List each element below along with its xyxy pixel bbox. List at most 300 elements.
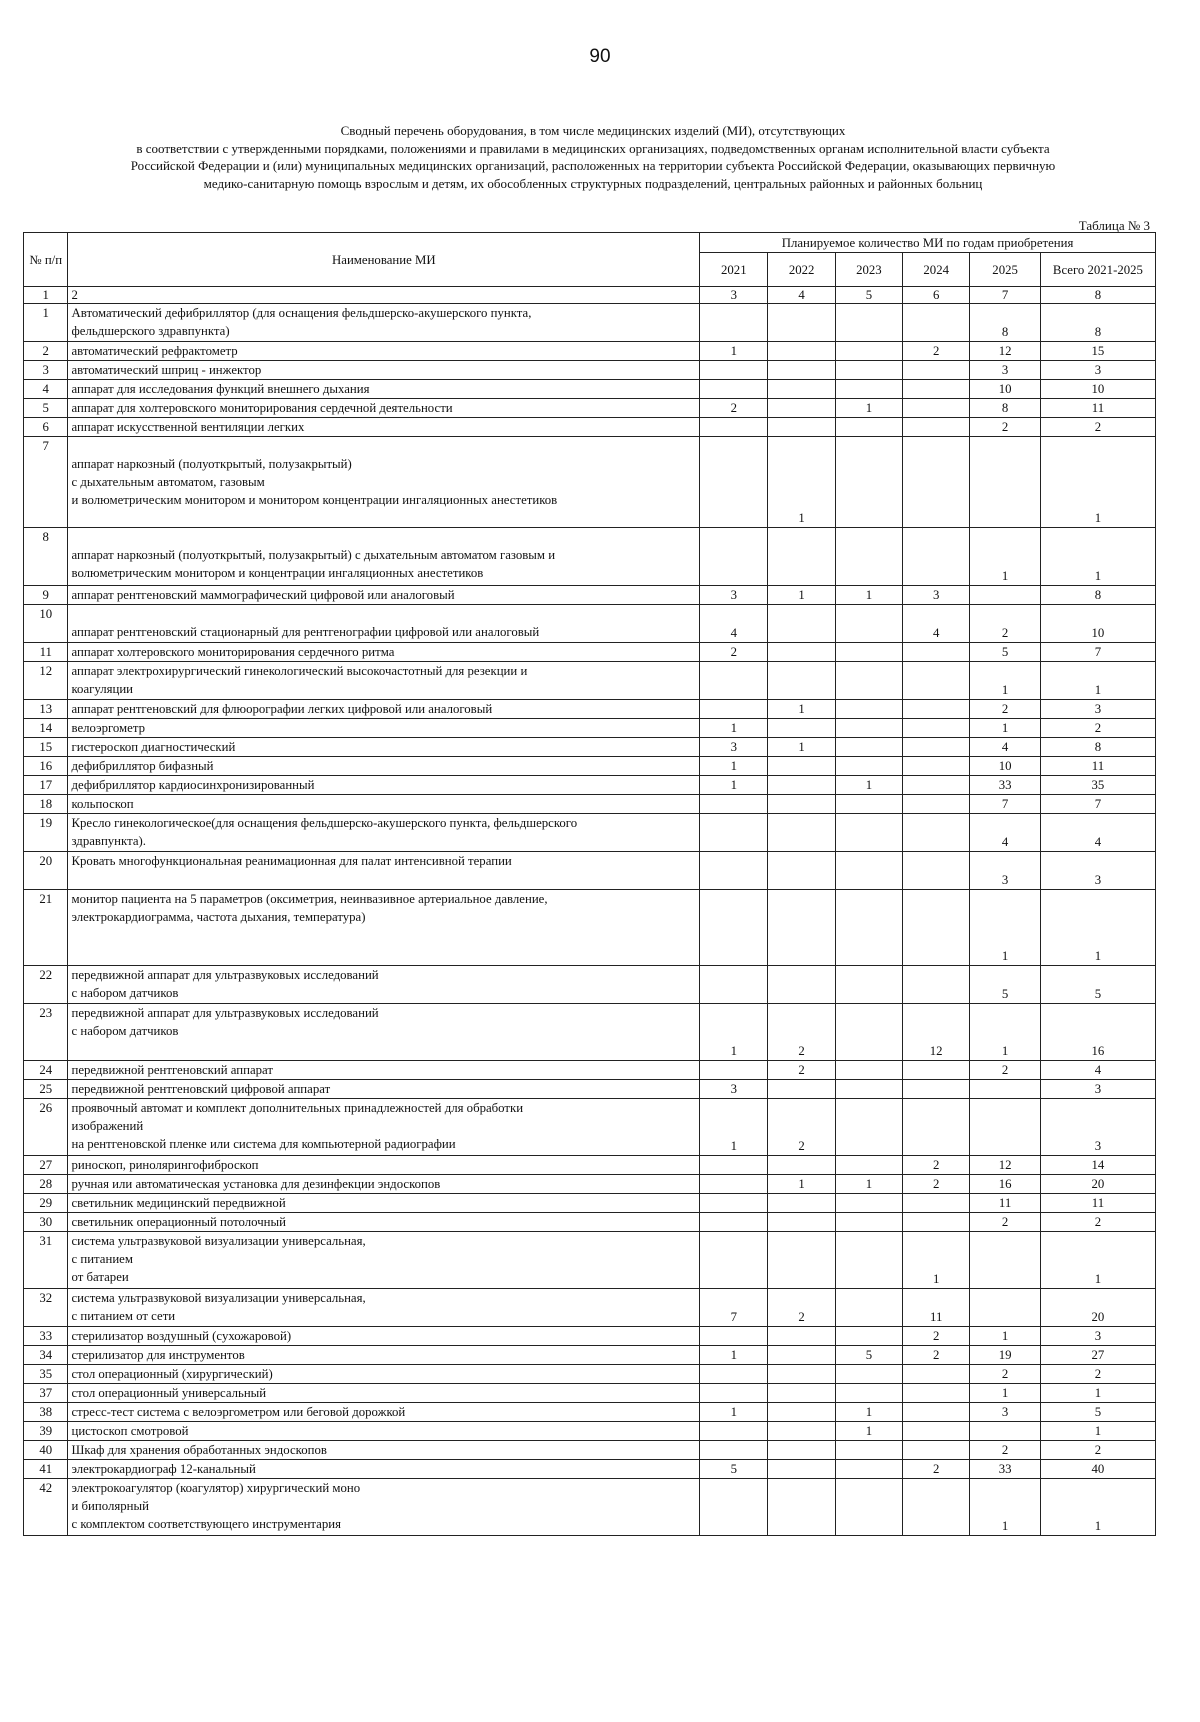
year-cell	[768, 380, 835, 399]
year-cell: 2	[970, 1441, 1041, 1460]
table-row	[24, 700, 1156, 719]
total-cell: 11	[1040, 1194, 1155, 1213]
equipment-name	[68, 418, 700, 437]
row-number: 5	[24, 399, 68, 418]
column-header-year: 2021	[700, 253, 768, 287]
equipment-name	[68, 852, 700, 890]
table-row	[24, 1156, 1156, 1175]
total-cell: 14	[1040, 1156, 1155, 1175]
equipment-name-line: автоматический шприц - инжектор	[71, 363, 262, 377]
equipment-name	[68, 719, 700, 738]
equipment-name-line: дефибриллятор кардиосинхронизированный	[71, 778, 315, 792]
year-cell	[700, 380, 768, 399]
year-cell	[768, 1403, 835, 1422]
year-cell	[835, 662, 902, 700]
equipment-name-line: здравпункта).	[71, 834, 146, 848]
equipment-name-line: велоэргометр	[71, 721, 145, 735]
year-cell	[835, 738, 902, 757]
equipment-name-line: от батареи	[71, 1270, 129, 1284]
equipment-name-line: коагуляции	[71, 682, 134, 696]
row-number: 20	[24, 852, 68, 890]
table-row	[24, 814, 1156, 852]
table-row	[24, 776, 1156, 795]
equipment-name-line: передвижной аппарат для ультразвуковых исследований	[71, 1006, 379, 1020]
total-cell: 10	[1040, 605, 1155, 643]
table-row	[24, 1080, 1156, 1099]
row-number: 26	[24, 1099, 68, 1156]
equipment-name-line	[71, 605, 696, 623]
year-cell: 1	[970, 662, 1041, 700]
table-row	[24, 1403, 1156, 1422]
equipment-name-line: система ультразвуковой визуализации универсальная,	[71, 1291, 366, 1305]
equipment-name-line: Автоматический дефибриллятор (для оснащения фельдшерско-акушерского пункта,	[71, 306, 532, 320]
year-cell	[700, 1175, 768, 1194]
equipment-name	[68, 1061, 700, 1080]
column-header-year: 2023	[835, 253, 902, 287]
year-cell: 2	[903, 1175, 970, 1194]
equipment-name-line: аппарат наркозный (полуоткрытый, полузакрытый)	[71, 457, 352, 471]
equipment-name	[68, 1099, 700, 1156]
row-number: 16	[24, 757, 68, 776]
total-cell: 15	[1040, 342, 1155, 361]
total-cell: 4	[1040, 814, 1155, 852]
row-number: 23	[24, 1004, 68, 1061]
year-cell	[835, 1194, 902, 1213]
year-cell	[903, 643, 970, 662]
year-cell	[768, 1365, 835, 1384]
table-label: Таблица № 3	[1078, 218, 1150, 233]
year-cell: 3	[700, 586, 768, 605]
table-row	[24, 380, 1156, 399]
year-cell	[970, 1080, 1041, 1099]
equipment-name-line: с питанием	[71, 1252, 133, 1266]
equipment-name	[68, 795, 700, 814]
year-cell	[700, 1061, 768, 1080]
table-row	[24, 605, 1156, 643]
equipment-name-line: аппарат для исследования функций внешнего дыхания	[71, 382, 370, 396]
row-number: 18	[24, 795, 68, 814]
total-cell: 2	[1040, 1213, 1155, 1232]
year-cell: 1	[700, 1403, 768, 1422]
equipment-name	[68, 342, 700, 361]
row-number: 34	[24, 1346, 68, 1365]
year-cell: 2	[903, 1156, 970, 1175]
total-cell: 1	[1040, 1479, 1155, 1536]
table-row	[24, 966, 1156, 1004]
total-cell: 1	[1040, 528, 1155, 586]
year-cell	[903, 1365, 970, 1384]
year-cell	[903, 1061, 970, 1080]
column-header-planned: Планируемое количество МИ по годам приобретения	[700, 233, 1156, 253]
year-cell	[970, 437, 1041, 528]
total-cell: 2	[1040, 1441, 1155, 1460]
year-cell	[768, 1346, 835, 1365]
table-row	[24, 1460, 1156, 1479]
year-cell: 3	[970, 1403, 1041, 1422]
equipment-name-line	[71, 944, 696, 962]
year-cell: 2	[768, 1061, 835, 1080]
year-cell	[768, 795, 835, 814]
row-number: 8	[24, 528, 68, 586]
year-cell	[768, 852, 835, 890]
row-number: 42	[24, 1479, 68, 1536]
year-cell: 1	[835, 1422, 902, 1441]
year-cell	[700, 890, 768, 966]
year-cell: 2	[903, 1460, 970, 1479]
equipment-name-line	[71, 528, 696, 546]
row-number: 17	[24, 776, 68, 795]
year-cell: 2	[903, 1327, 970, 1346]
year-cell	[768, 966, 835, 1004]
equipment-name	[68, 1175, 700, 1194]
equipment-name-line: монитор пациента на 5 параметров (оксиметрия, неинвазивное артериальное давление,	[71, 892, 548, 906]
total-cell: 1	[1040, 662, 1155, 700]
year-cell	[700, 814, 768, 852]
year-cell	[903, 1422, 970, 1441]
year-cell: 1	[700, 342, 768, 361]
total-cell: 8	[1040, 304, 1155, 342]
total-cell: 40	[1040, 1460, 1155, 1479]
year-cell: 2	[970, 700, 1041, 719]
total-cell: 3	[1040, 1080, 1155, 1099]
year-cell: 2	[700, 399, 768, 418]
equipment-name	[68, 1327, 700, 1346]
document-heading	[28, 122, 1158, 192]
equipment-name-line: аппарат рентгеновский стационарный для рентгенографии цифровой или аналоговый	[71, 625, 540, 639]
total-cell: 7	[1040, 643, 1155, 662]
table-row	[24, 738, 1156, 757]
year-cell	[700, 1441, 768, 1460]
year-cell: 11	[903, 1289, 970, 1327]
index-cell: 3	[700, 287, 768, 304]
table-row	[24, 304, 1156, 342]
table-row	[24, 1004, 1156, 1061]
year-cell	[903, 1099, 970, 1156]
table-row	[24, 399, 1156, 418]
year-cell	[970, 586, 1041, 605]
year-cell	[700, 418, 768, 437]
equipment-name	[68, 380, 700, 399]
equipment-name	[68, 890, 700, 966]
year-cell	[835, 361, 902, 380]
year-cell	[768, 643, 835, 662]
column-header-name: Наименование МИ	[68, 233, 700, 287]
equipment-name	[68, 1213, 700, 1232]
equipment-name	[68, 662, 700, 700]
equipment-name	[68, 528, 700, 586]
year-cell	[835, 342, 902, 361]
equipment-name	[68, 1460, 700, 1479]
year-cell	[700, 528, 768, 586]
equipment-name-line: с набором датчиков	[71, 986, 179, 1000]
total-cell: 11	[1040, 399, 1155, 418]
row-number: 37	[24, 1384, 68, 1403]
year-cell: 2	[768, 1004, 835, 1061]
table-row	[24, 1194, 1156, 1213]
year-cell	[903, 890, 970, 966]
year-cell: 1	[970, 1479, 1041, 1536]
total-cell: 4	[1040, 1061, 1155, 1080]
total-cell: 1	[1040, 1384, 1155, 1403]
row-number: 24	[24, 1061, 68, 1080]
year-cell	[903, 1441, 970, 1460]
row-number: 14	[24, 719, 68, 738]
year-cell: 10	[970, 380, 1041, 399]
row-number: 31	[24, 1232, 68, 1289]
year-cell	[835, 700, 902, 719]
total-cell: 8	[1040, 738, 1155, 757]
year-cell	[700, 1213, 768, 1232]
year-cell: 1	[768, 586, 835, 605]
equipment-name	[68, 1194, 700, 1213]
equipment-name	[68, 1289, 700, 1327]
year-cell	[768, 890, 835, 966]
year-cell: 1	[768, 700, 835, 719]
year-cell: 2	[768, 1289, 835, 1327]
total-cell: 8	[1040, 586, 1155, 605]
year-cell	[903, 1479, 970, 1536]
equipment-name-line: с комплектом соответствующего инструментария	[71, 1517, 341, 1531]
index-cell: 8	[1040, 287, 1155, 304]
row-number: 11	[24, 643, 68, 662]
year-cell	[970, 1232, 1041, 1289]
equipment-name-line: ручная или автоматическая установка для дезинфекции эндоскопов	[71, 1177, 441, 1191]
year-cell	[768, 1327, 835, 1346]
equipment-name	[68, 1422, 700, 1441]
equipment-name-line: стол операционный (хирургический)	[71, 1367, 273, 1381]
year-cell	[768, 1384, 835, 1403]
year-cell	[768, 1460, 835, 1479]
equipment-name	[68, 757, 700, 776]
year-cell	[903, 852, 970, 890]
equipment-name-line: на рентгеновской пленке или система для компьютерной радиографии	[71, 1137, 456, 1151]
equipment-name-line: Кресло гинекологическое(для оснащения фельдшерско-акушерского пункта, фельдшерского	[71, 816, 578, 830]
year-cell	[700, 966, 768, 1004]
total-cell: 20	[1040, 1289, 1155, 1327]
equipment-name-line: стерилизатор воздушный (сухожаровой)	[71, 1329, 292, 1343]
year-cell	[835, 1213, 902, 1232]
table-body	[24, 304, 1156, 1536]
year-cell	[700, 1365, 768, 1384]
equipment-name	[68, 643, 700, 662]
total-cell: 5	[1040, 966, 1155, 1004]
year-cell	[768, 662, 835, 700]
year-cell	[835, 1441, 902, 1460]
equipment-name	[68, 738, 700, 757]
year-cell: 7	[700, 1289, 768, 1327]
year-cell	[835, 1099, 902, 1156]
equipment-name-line: цистоскоп смотровой	[71, 1424, 189, 1438]
year-cell: 1	[700, 1346, 768, 1365]
equipment-name-line: риноскоп, ринолярингофиброскоп	[71, 1158, 259, 1172]
year-cell	[768, 1479, 835, 1536]
year-cell	[768, 304, 835, 342]
equipment-name-line: электрокардиограф 12-канальный	[71, 1462, 256, 1476]
equipment-name-line: стресс-тест система с велоэргометром или беговой дорожкой	[71, 1405, 406, 1419]
year-cell	[768, 719, 835, 738]
equipment-name-line: фельдшерского здравпункта)	[71, 324, 230, 338]
year-cell	[903, 418, 970, 437]
year-cell	[835, 643, 902, 662]
total-cell: 7	[1040, 795, 1155, 814]
year-cell	[903, 528, 970, 586]
year-cell	[700, 1384, 768, 1403]
year-cell	[835, 757, 902, 776]
year-cell	[768, 1422, 835, 1441]
year-cell: 8	[970, 304, 1041, 342]
total-cell: 35	[1040, 776, 1155, 795]
equipment-name	[68, 814, 700, 852]
year-cell	[700, 1156, 768, 1175]
equipment-name	[68, 1156, 700, 1175]
row-number: 27	[24, 1156, 68, 1175]
heading-line: в соответствии с утвержденными порядками, положениями и правилами в медицинских организациях, подведомственных органам исполнительной власти субъекта	[136, 140, 1050, 156]
equipment-name-line: изображений	[71, 1119, 144, 1133]
year-cell	[835, 795, 902, 814]
table-row	[24, 852, 1156, 890]
year-cell: 2	[970, 418, 1041, 437]
year-cell: 5	[700, 1460, 768, 1479]
year-cell	[700, 437, 768, 528]
year-cell	[768, 1080, 835, 1099]
equipment-name-line: аппарат искусственной вентиляции легких	[71, 420, 305, 434]
table-row	[24, 1289, 1156, 1327]
row-number: 7	[24, 437, 68, 528]
column-header-total: Всего 2021-2025	[1040, 253, 1155, 287]
year-cell: 1	[970, 528, 1041, 586]
equipment-name-line: и биполярный	[71, 1499, 149, 1513]
year-cell	[700, 1194, 768, 1213]
year-cell	[835, 1232, 902, 1289]
year-cell: 1	[768, 1175, 835, 1194]
equipment-name-line	[71, 437, 696, 455]
year-cell	[700, 795, 768, 814]
equipment-name	[68, 1479, 700, 1536]
equipment-name-line: волюметрическим монитором и концентрации ингаляционных анестетиков	[71, 566, 484, 580]
year-cell	[903, 1384, 970, 1403]
year-cell	[835, 1327, 902, 1346]
year-cell	[835, 605, 902, 643]
table-row	[24, 1175, 1156, 1194]
year-cell	[903, 304, 970, 342]
year-cell: 2	[970, 1061, 1041, 1080]
year-cell	[835, 1384, 902, 1403]
year-cell: 2	[970, 1213, 1041, 1232]
year-cell: 16	[970, 1175, 1041, 1194]
row-number: 41	[24, 1460, 68, 1479]
year-cell: 3	[970, 361, 1041, 380]
row-number: 32	[24, 1289, 68, 1327]
year-cell	[835, 852, 902, 890]
equipment-name-line: аппарат рентгеновский маммографический цифровой или аналоговый	[71, 588, 455, 602]
year-cell: 2	[700, 643, 768, 662]
year-cell: 5	[970, 643, 1041, 662]
table-row	[24, 1422, 1156, 1441]
year-cell: 1	[700, 719, 768, 738]
year-cell: 1	[970, 1384, 1041, 1403]
row-number: 39	[24, 1422, 68, 1441]
year-cell	[835, 814, 902, 852]
index-cell: 1	[24, 287, 68, 304]
equipment-name	[68, 1080, 700, 1099]
year-cell: 12	[903, 1004, 970, 1061]
total-cell: 1	[1040, 1232, 1155, 1289]
heading-line: медико-санитарную помощь взрослым и детям, их обособленных структурных подразделений, центральных районных и районных больниц	[203, 175, 983, 191]
year-cell	[700, 304, 768, 342]
equipment-name	[68, 1403, 700, 1422]
equipment-name-line: светильник операционный потолочный	[71, 1215, 286, 1229]
table-row	[24, 1346, 1156, 1365]
year-cell	[903, 814, 970, 852]
equipment-name-line: аппарат для холтеровского мониторирования сердечной деятельности	[71, 401, 453, 415]
equipment-name	[68, 966, 700, 1004]
equipment-name-line	[71, 1040, 696, 1058]
heading-line: Сводный перечень оборудования, в том числе медицинских изделий (МИ), отсутствующих	[340, 123, 846, 138]
year-cell: 33	[970, 776, 1041, 795]
year-cell: 1	[835, 1403, 902, 1422]
row-number: 33	[24, 1327, 68, 1346]
table-row	[24, 1365, 1156, 1384]
year-cell: 2	[970, 1365, 1041, 1384]
equipment-name-line: с дыхательным автоматом, газовым	[71, 475, 265, 489]
year-cell: 3	[903, 586, 970, 605]
equipment-name	[68, 1346, 700, 1365]
column-header-year: 2025	[970, 253, 1041, 287]
year-cell: 1	[700, 776, 768, 795]
total-cell: 1	[1040, 1422, 1155, 1441]
table-row	[24, 662, 1156, 700]
year-cell	[903, 776, 970, 795]
equipment-name	[68, 361, 700, 380]
table-row	[24, 1441, 1156, 1460]
row-number: 28	[24, 1175, 68, 1194]
equipment-name-line: стерилизатор для инструментов	[71, 1348, 245, 1362]
year-cell	[970, 1422, 1041, 1441]
year-cell: 12	[970, 342, 1041, 361]
index-cell: 7	[970, 287, 1041, 304]
year-cell: 1	[700, 1004, 768, 1061]
equipment-name	[68, 605, 700, 643]
year-cell: 19	[970, 1346, 1041, 1365]
year-cell	[835, 1156, 902, 1175]
year-cell	[903, 1080, 970, 1099]
table-row	[24, 890, 1156, 966]
year-cell	[768, 1194, 835, 1213]
year-cell	[835, 1289, 902, 1327]
equipment-name-line: светильник медицинский передвижной	[71, 1196, 286, 1210]
table-row	[24, 586, 1156, 605]
equipment-name-line: электрокоагулятор (коагулятор) хирургический моно	[71, 1481, 361, 1495]
table-row	[24, 361, 1156, 380]
total-cell: 5	[1040, 1403, 1155, 1422]
total-cell: 2	[1040, 719, 1155, 738]
equipment-name	[68, 586, 700, 605]
equipment-name	[68, 437, 700, 528]
index-cell: 6	[903, 287, 970, 304]
year-cell	[700, 361, 768, 380]
year-cell	[768, 776, 835, 795]
year-cell	[903, 719, 970, 738]
table-row	[24, 437, 1156, 528]
total-cell: 10	[1040, 380, 1155, 399]
year-cell: 4	[903, 605, 970, 643]
row-number: 6	[24, 418, 68, 437]
year-cell	[835, 1004, 902, 1061]
equipment-name-line: электрокардиограмма, частота дыхания, температура)	[71, 910, 366, 924]
year-cell	[835, 1460, 902, 1479]
year-cell: 1	[835, 1175, 902, 1194]
year-cell	[903, 1194, 970, 1213]
